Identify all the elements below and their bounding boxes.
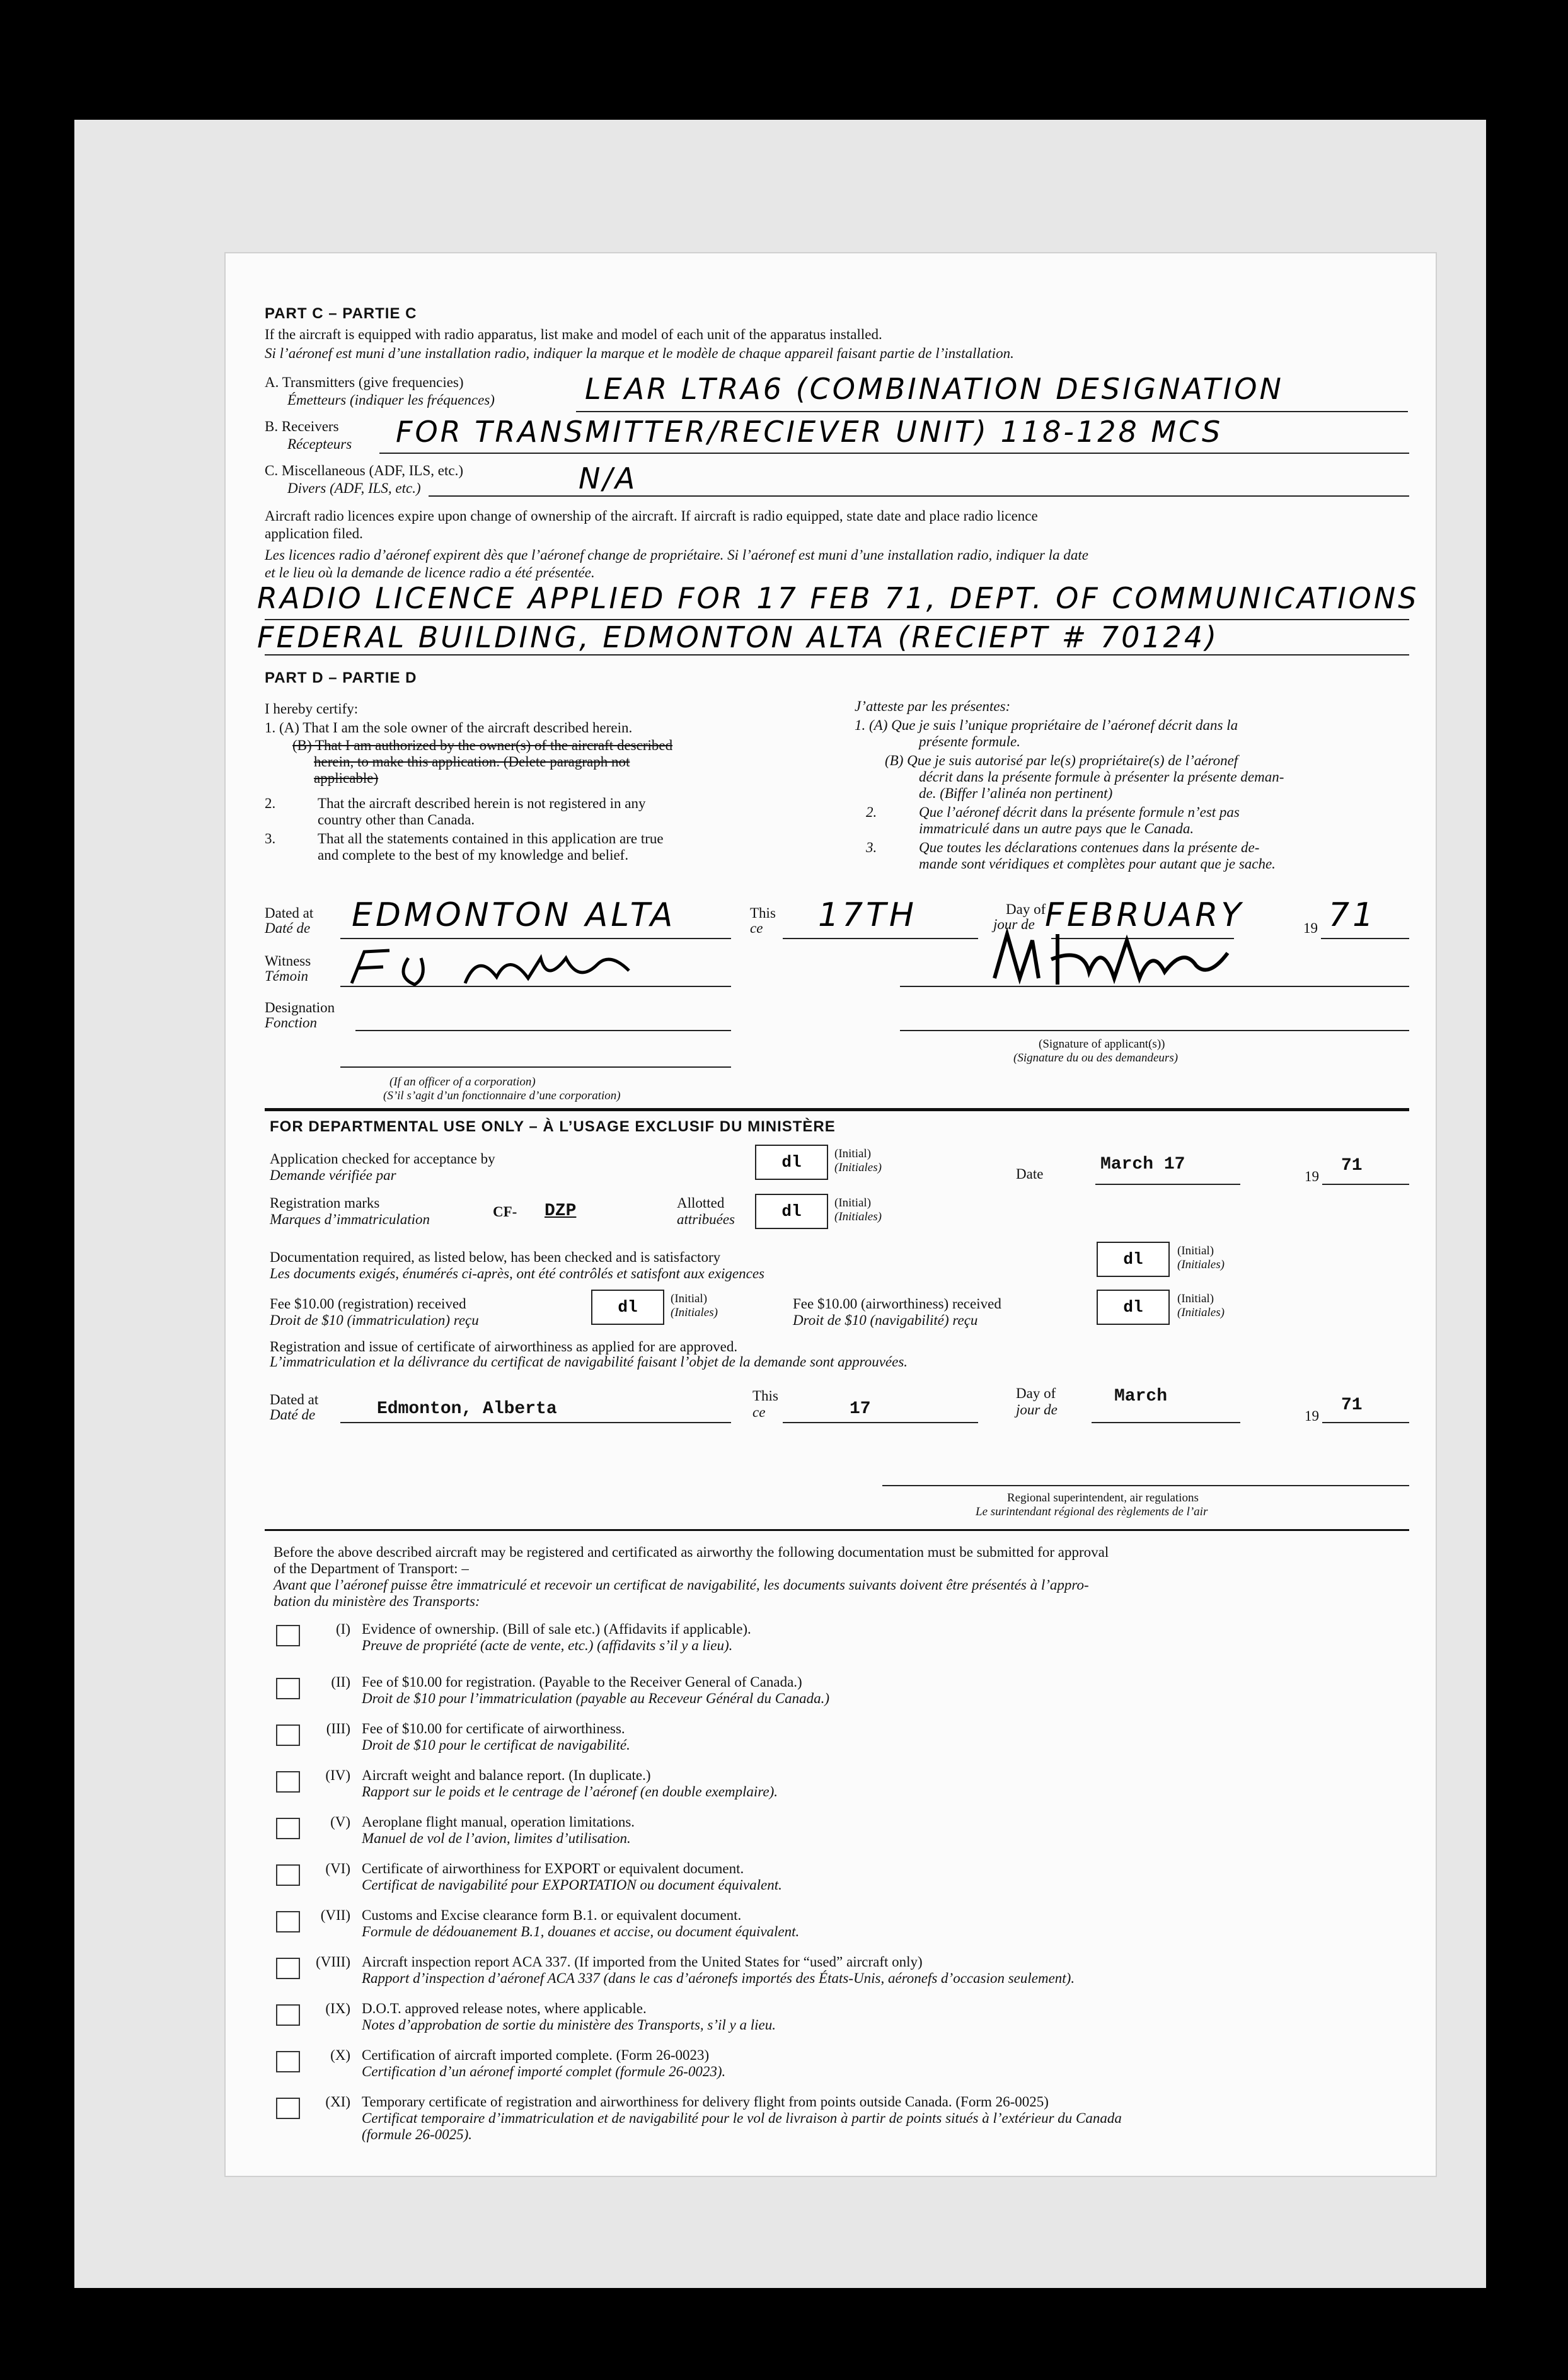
item-3-en-2: and complete to the best of my knowledge and belief. xyxy=(318,847,629,863)
checklist-num: (I) xyxy=(336,1621,350,1637)
licence-note-en-1: Aircraft radio licences expire upon change of ownership of the aircraft. If aircraft is radio equipped, state date and place radio licence xyxy=(265,508,1038,524)
item-1b-en-2: herein, to make this application. (Delete paragraph not xyxy=(314,754,630,770)
checklist-checkbox[interactable] xyxy=(276,1678,300,1699)
transmitters-value[interactable]: LEAR LTRA6 (COMBINATION DESIGNATION xyxy=(585,372,1284,406)
allotted-initial-label-fr: (Initiales) xyxy=(834,1210,882,1223)
year-value[interactable]: 71 xyxy=(1329,896,1377,934)
certify-fr: J’atteste par les présentes: xyxy=(855,698,1011,714)
checked-label-fr: Demande vérifiée par xyxy=(270,1167,396,1183)
checklist-text-fr: Certificat temporaire d’immatriculation et de navigabilité pour le vol de livraison à partir de points situés à l’extérieur du Canada xyxy=(362,2110,1122,2126)
this-label-fr: ce xyxy=(750,920,763,936)
licence-note-en-2: application filed. xyxy=(265,526,363,541)
item-1b-fr-1: (B) Que je suis autorisé par le(s) propriétaire(s) de l’aéronef xyxy=(885,753,1238,768)
item-3-en-1: That all the statements contained in this application are true xyxy=(318,831,664,846)
transmitters-label-fr: Émetteurs (indiquer les fréquences) xyxy=(287,392,495,408)
checklist-checkbox[interactable] xyxy=(276,2051,300,2072)
receivers-label: B. Receivers xyxy=(265,419,339,434)
receivers-label-fr: Récepteurs xyxy=(287,436,352,452)
superintendent-line xyxy=(882,1485,1409,1486)
reg-marks-label: Registration marks xyxy=(270,1195,380,1211)
fee-reg-initial-label: (Initial) xyxy=(671,1292,708,1305)
day-of-label: Day of xyxy=(1006,901,1046,917)
before-intro-en-1: Before the above described aircraft may be registered and certificated as airworthy the following documentation must be submitted for approval xyxy=(274,1544,1109,1560)
witness-label: Witness xyxy=(265,953,311,969)
checklist-text-fr: Certification d’un aéronef importé complet (formule 26-0023). xyxy=(362,2064,726,2079)
item-3-num-fr: 3. xyxy=(866,840,877,855)
applicant-signature xyxy=(982,921,1247,997)
year-line xyxy=(1321,938,1409,939)
checklist-text-fr: Preuve de propriété (acte de vente, etc.) (affidavits s’il y a lieu). xyxy=(362,1638,733,1653)
checklist-text-fr: Notes d’approbation de sortie du ministère des Transports, s’il y a lieu. xyxy=(362,2017,776,2033)
form-page xyxy=(226,253,1436,2176)
checklist-text-en: Fee of $10.00 for registration. (Payable to the Receiver General of Canada.) xyxy=(362,1674,802,1690)
checked-initial-label: (Initial) xyxy=(834,1147,872,1160)
dept-rule xyxy=(265,1108,1409,1111)
fee-reg-label-fr: Droit de $10 (immatriculation) reçu xyxy=(270,1312,479,1328)
item-2-num-fr: 2. xyxy=(866,804,877,820)
checklist-text-en: Aircraft inspection report ACA 337. (If imported from the United States for “used” aircraft only) xyxy=(362,1954,923,1970)
dept-this-line xyxy=(783,1422,978,1423)
dept-year-value[interactable]: 71 xyxy=(1341,1395,1363,1415)
licence-value-2[interactable]: FEDERAL BUILDING, EDMONTON ALTA (RECIEPT # 70124) xyxy=(257,620,1219,654)
misc-value[interactable]: N/A xyxy=(579,461,638,495)
fee-air-initial-label: (Initial) xyxy=(1177,1292,1214,1305)
item-2-fr-2: immatriculé dans un autre pays que le Canada. xyxy=(919,821,1194,836)
fee-air-initial-label-fr: (Initiales) xyxy=(1177,1306,1225,1319)
dept-day-of-label-fr: jour de xyxy=(1016,1402,1058,1418)
docs-initial-label-fr: (Initiales) xyxy=(1177,1258,1225,1271)
dept-dated-at-value[interactable]: Edmonton, Alberta xyxy=(377,1399,557,1419)
issue-label-fr: L’immatriculation et la délivrance du certificat de navigabilité faisant l’objet de la demande sont approuvées. xyxy=(270,1354,908,1370)
day-of-label-fr: jour de xyxy=(993,916,1035,932)
receivers-line xyxy=(379,453,1409,454)
fee-air-label-fr: Droit de $10 (navigabilité) reçu xyxy=(793,1312,978,1328)
licence-value-1[interactable]: RADIO LICENCE APPLIED FOR 17 FEB 71, DEPT. OF COMMUNICATIONS xyxy=(257,581,1419,615)
officer-line xyxy=(340,1066,731,1068)
this-value[interactable]: 17TH xyxy=(818,896,918,934)
dept-dated-at-label-fr: Daté de xyxy=(270,1407,316,1423)
superintendent-label: Regional superintendent, air regulations xyxy=(1007,1491,1199,1505)
allotted-initial-box[interactable]: dl xyxy=(755,1194,828,1229)
misc-line xyxy=(429,495,1409,497)
item-1b-fr-3: de. (Biffer l’alinéa non pertinent) xyxy=(919,785,1113,801)
dept-title: FOR DEPARTMENTAL USE ONLY – À L’USAGE EXCLUSIF DU MINISTÈRE xyxy=(270,1118,836,1135)
signature-label-fr: (Signature du ou des demandeurs) xyxy=(1013,1051,1179,1065)
dept-this-label-fr: ce xyxy=(752,1404,766,1420)
item-1b-en-3: applicable) xyxy=(314,770,379,786)
misc-label: C. Miscellaneous (ADF, ILS, etc.) xyxy=(265,463,463,478)
item-1a-fr-2: présente formule. xyxy=(919,734,1020,749)
certify-en: I hereby certify: xyxy=(265,701,359,717)
dated-at-value[interactable]: EDMONTON ALTA xyxy=(352,896,676,934)
dept-day-of-label: Day of xyxy=(1016,1385,1056,1401)
checklist-text-en: Certificate of airworthiness for EXPORT or equivalent document. xyxy=(362,1861,744,1876)
reg-marks-label-fr: Marques d’immatriculation xyxy=(270,1211,430,1227)
item-3-fr-2: mande sont véridiques et complètes pour autant que je sache. xyxy=(919,856,1276,872)
dept-day-of-line xyxy=(1092,1422,1240,1423)
item-3-fr-1: Que toutes les déclarations contenues dans la présente de- xyxy=(919,840,1260,855)
fee-reg-initial-box[interactable]: dl xyxy=(591,1290,664,1325)
reg-prefix: CF- xyxy=(493,1204,517,1220)
checklist-checkbox[interactable] xyxy=(276,1911,300,1932)
checklist-checkbox[interactable] xyxy=(276,1818,300,1839)
item-2-num: 2. xyxy=(265,795,276,811)
checked-initial-box[interactable]: dl xyxy=(755,1145,828,1180)
checklist-text-fr: Manuel de vol de l’avion, limites d’utilisation. xyxy=(362,1830,631,1846)
checklist-text-en: Aircraft weight and balance report. (In duplicate.) xyxy=(362,1767,651,1783)
checklist-text-en: Fee of $10.00 for certificate of airworthiness. xyxy=(362,1721,625,1736)
date-year-line xyxy=(1322,1184,1409,1185)
allotted-initial-label: (Initial) xyxy=(834,1196,872,1210)
part-c-title: PART C – PARTIE C xyxy=(265,305,417,322)
checklist-text-fr: Rapport sur le poids et le centrage de l’aéronef (en double exemplaire). xyxy=(362,1784,778,1799)
checklist-num: (VI) xyxy=(325,1861,350,1876)
allotted-label-fr: attribuées xyxy=(677,1211,735,1227)
checked-initial-label-fr: (Initiales) xyxy=(834,1161,882,1174)
dept-day-of-value[interactable]: March xyxy=(1114,1387,1168,1406)
dept-year-line xyxy=(1322,1422,1409,1423)
docs-initial-label: (Initial) xyxy=(1177,1244,1214,1257)
fee-air-label: Fee $10.00 (airworthiness) received xyxy=(793,1296,1001,1312)
checklist-num: (V) xyxy=(330,1814,350,1830)
item-2-en-1: That the aircraft described herein is not registered in any xyxy=(318,795,646,811)
checklist-text-en: Customs and Excise clearance form B.1. or equivalent document. xyxy=(362,1907,742,1923)
this-label: This xyxy=(750,905,776,921)
witness-signature xyxy=(339,939,692,996)
date-label: Date xyxy=(1016,1166,1044,1182)
checked-label: Application checked for acceptance by xyxy=(270,1151,495,1167)
checklist-checkbox[interactable] xyxy=(276,2098,300,2119)
checklist-num: (VII) xyxy=(320,1907,350,1923)
officer-label-en: (If an officer of a corporation) xyxy=(389,1075,536,1089)
before-rule xyxy=(265,1529,1409,1531)
dept-year-prefix: 19 xyxy=(1305,1408,1319,1424)
dept-dated-at-line xyxy=(340,1422,731,1423)
reg-value[interactable]: DZP xyxy=(545,1201,577,1221)
checklist-text-fr-2: (formule 26-0025). xyxy=(362,2127,473,2142)
signature-label-en: (Signature of applicant(s)) xyxy=(1039,1037,1165,1051)
item-2-en-2: country other than Canada. xyxy=(318,812,475,828)
checklist-num: (XI) xyxy=(325,2094,350,2110)
part-c-intro-fr: Si l’aéronef est muni d’une installation radio, indiquer la marque et le modèle de chaque appareil faisant partie de l’installation. xyxy=(265,345,1014,361)
misc-label-fr: Divers (ADF, ILS, etc.) xyxy=(287,480,421,496)
dated-at-label: Dated at xyxy=(265,905,314,921)
checklist-text-fr: Certificat de navigabilité pour EXPORTATION ou document équivalent. xyxy=(362,1877,782,1893)
checklist-num: (IV) xyxy=(325,1767,350,1783)
checklist-checkbox[interactable] xyxy=(276,1724,300,1746)
checklist-text-en: D.O.T. approved release notes, where applicable. xyxy=(362,2001,647,2016)
checklist-num: (II) xyxy=(331,1674,350,1690)
item-1a-en: 1. (A) That I am the sole owner of the aircraft described herein. xyxy=(265,720,633,736)
designation-line xyxy=(355,1030,731,1031)
item-1b-en-1: (B) That I am authorized by the owner(s) of the aircraft described xyxy=(292,737,673,753)
checklist-text-fr: Formule de dédouanement B.1, douanes et accise, ou document équivalent. xyxy=(362,1924,800,1939)
checklist-checkbox[interactable] xyxy=(276,1771,300,1793)
checklist-num: (X) xyxy=(330,2047,350,2063)
date-value[interactable]: March 17 xyxy=(1100,1155,1185,1174)
before-intro-fr-1: Avant que l’aéronef puisse être immatriculé et recevoir un certificat de navigabilité, les documents suivants doivent être présentés à l’appro- xyxy=(274,1577,1089,1593)
this-line xyxy=(783,938,978,939)
item-1b-fr-2: décrit dans la présente formule à présenter la présente deman- xyxy=(919,769,1284,785)
checklist-text-fr: Droit de $10 pour l’immatriculation (payable au Receveur Général du Canada.) xyxy=(362,1690,830,1706)
receivers-value[interactable]: FOR TRANSMITTER/RECIEVER UNIT) 118-128 MCS xyxy=(396,415,1223,449)
licence-note-fr-2: et le lieu où la demande de licence radio a été présentée. xyxy=(265,565,595,581)
applicant-signature-line-2 xyxy=(900,1030,1409,1031)
item-3-num: 3. xyxy=(265,831,276,846)
day-of-value[interactable]: FEBRUARY xyxy=(1045,896,1245,934)
checklist-num: (IX) xyxy=(325,2001,350,2016)
issue-label: Registration and issue of certificate of airworthiness as applied for are approved. xyxy=(270,1339,738,1355)
witness-label-fr: Témoin xyxy=(265,968,308,984)
licence-note-fr-1: Les licences radio d’aéronef expirent dès que l’aéronef change de propriétaire. Si l’aéronef est muni d’une installation radio, indiquer la date xyxy=(265,547,1088,563)
dept-dated-at-label: Dated at xyxy=(270,1392,319,1407)
fee-reg-initial-label-fr: (Initiales) xyxy=(671,1306,718,1319)
checklist-text-en: Aeroplane flight manual, operation limitations. xyxy=(362,1814,635,1830)
docs-label: Documentation required, as listed below, has been checked and is satisfactory xyxy=(270,1249,721,1265)
allotted-label: Allotted xyxy=(677,1195,725,1211)
designation-label-fr: Fonction xyxy=(265,1015,318,1031)
date-line xyxy=(1095,1184,1240,1185)
checklist-checkbox[interactable] xyxy=(276,1958,300,1979)
superintendent-label-fr: Le surintendant régional des règlements de l’air xyxy=(976,1505,1208,1518)
transmitters-label: A. Transmitters (give frequencies) xyxy=(265,374,464,390)
before-intro-fr-2: bation du ministère des Transports: xyxy=(274,1593,480,1609)
checklist-text-fr: Droit de $10 pour le certificat de navigabilité. xyxy=(362,1737,630,1753)
item-2-fr-1: Que l’aéronef décrit dans la présente formule n’est pas xyxy=(919,804,1240,820)
part-c-intro-en: If the aircraft is equipped with radio apparatus, list make and model of each unit of the apparatus installed. xyxy=(265,326,882,342)
checklist-num: (VIII) xyxy=(316,1954,350,1970)
checklist-checkbox[interactable] xyxy=(276,2004,300,2026)
year-prefix: 19 xyxy=(1303,920,1318,936)
licence-line-2 xyxy=(265,654,1409,656)
checklist-checkbox[interactable] xyxy=(276,1625,300,1646)
docs-initial-box[interactable]: dl xyxy=(1097,1242,1170,1277)
item-1a-fr-1: 1. (A) Que je suis l’unique propriétaire de l’aéronef décrit dans la xyxy=(855,717,1238,733)
checklist-text-en: Evidence of ownership. (Bill of sale etc.) (Affidavits if applicable). xyxy=(362,1621,751,1637)
checklist-text-en: Certification of aircraft imported complete. (Form 26-0023) xyxy=(362,2047,710,2063)
checklist-text-en: Temporary certificate of registration and airworthiness for delivery flight from points outside Canada. (Form 26-0025) xyxy=(362,2094,1049,2110)
checklist-checkbox[interactable] xyxy=(276,1864,300,1886)
dept-this-label: This xyxy=(752,1388,778,1404)
checklist-num: (III) xyxy=(326,1721,350,1736)
part-d-title: PART D – PARTIE D xyxy=(265,669,417,686)
date-year[interactable]: 71 xyxy=(1341,1156,1363,1176)
date-year-prefix: 19 xyxy=(1305,1169,1319,1184)
designation-label: Designation xyxy=(265,1000,335,1015)
before-intro-en-2: of the Department of Transport: – xyxy=(274,1561,469,1576)
transmitters-line xyxy=(576,411,1408,412)
docs-label-fr: Les documents exigés, énumérés ci-après, ont été contrôlés et satisfont aux exigences xyxy=(270,1266,764,1281)
dated-at-label-fr: Daté de xyxy=(265,920,311,936)
officer-label-fr: (S’il s’agit d’un fonctionnaire d’une corporation) xyxy=(383,1089,621,1102)
fee-reg-label: Fee $10.00 (registration) received xyxy=(270,1296,466,1312)
checklist-text-fr: Rapport d’inspection d’aéronef ACA 337 (dans le cas d’aéronefs importés des États-Unis, aéronefs d’occasion seulement). xyxy=(362,1970,1075,1986)
fee-air-initial-box[interactable]: dl xyxy=(1097,1290,1170,1325)
dept-this-value[interactable]: 17 xyxy=(850,1399,871,1419)
